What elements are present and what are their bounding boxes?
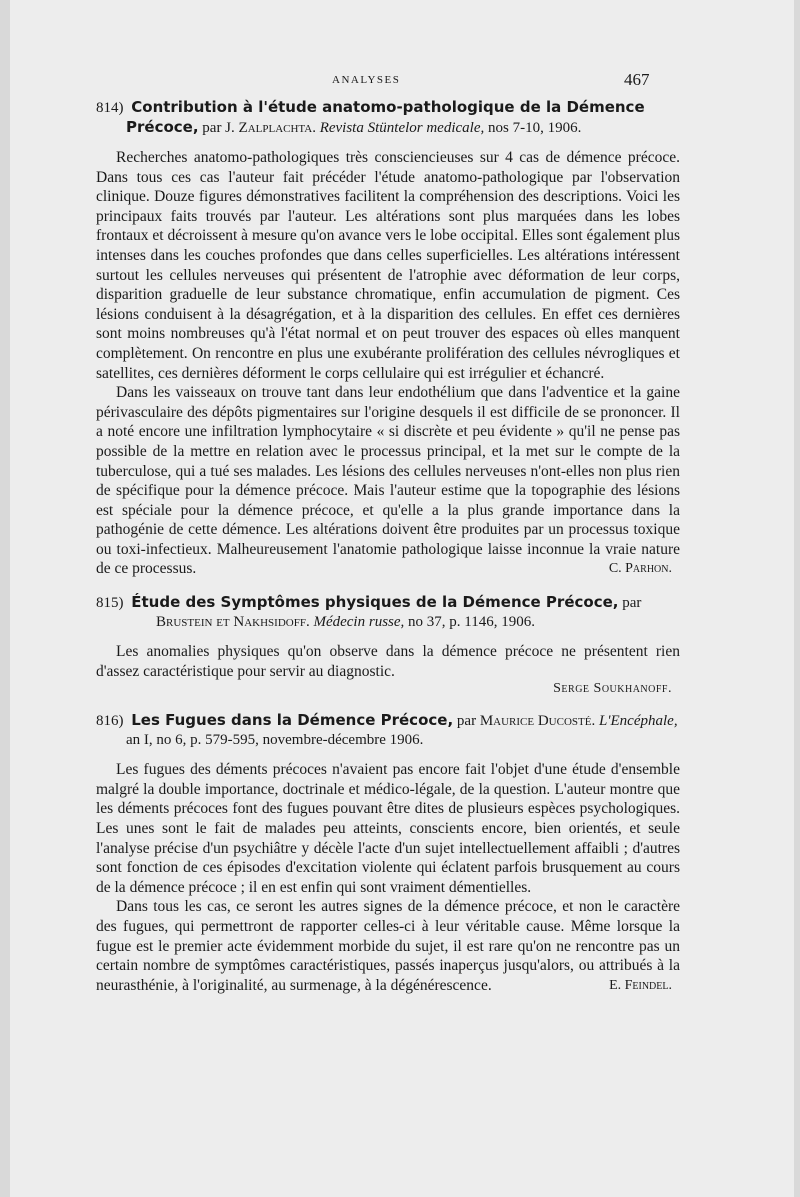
article-reference: nos 7-10, 1906. — [484, 120, 582, 136]
signature: E. Feindel. — [609, 977, 672, 993]
paragraph: Les fugues des déments précoces n'avaient pas encore fait l'objet d'une étude d'ensemble malgré la double importance, doctrinale et médico-légale, de la question. L'auteur montre que les déments précoces font des fugues pouvant être dites de plusieurs espèces psychologiques. Les unes sont le fait de malades peu atteints, conscients encore, bien orientés, et seule l'analyse précise d'un psychiâtre y décèle l'acte d'un sujet intellectuellement affaibli ; d'autres sont fonction de ces épisodes d'excitation violente qui éclatent parfois brusquement au cours de la démence précoce ; il en est enfin qui sont vraiment démentielles. — [96, 761, 680, 896]
article-title: Contribution à l'étude anatomo-pathologique de la Démence Précoce, — [126, 98, 645, 136]
article-title: Étude des Symptômes physiques de la Démence Précoce, — [131, 593, 619, 612]
article-number: 815) — [96, 595, 124, 612]
article-heading: 814) Contribution à l'étude anatomo-pathologique de la Démence Précoce, par J. Zalplachta. Revista Stüntelor medicale, nos 7-10, 1906. — [96, 98, 645, 136]
paragraph: Recherches anatomo-pathologiques très consciencieuses sur 4 cas de démence précoce. Dans tous ces cas l'auteur fait précéder l'étude anatomo-pathologique par l'observation clinique. Douze figures démonstratives facilitent la compréhension des descriptions. Voici les principaux faits trouvés par l'auteur. Les altérations sont plus marquées dans les lobes frontaux et décroissent à mesure qu'on avance vers le lobe occipital. Elles sont également plus intenses dans les couches profondes que dans celles superficielles. Les altérations intéressent surtout les cellules nerveuses qui présentent de l'atrophie avec déformation de leur corps, disparition graduelle de leur substance chromatique, enfin accumulation de pigment. Ces lésions conduisent à la désagrégation, et à la disparition des cellules. En effet ces dernières sont moins nombreuses qu'à l'état normal et on peut trouver des espaces où elles manquent complètement. On rencontre en plus une exubérante prolifération des cellules névrogliques et satellites, ces dernières déforment le corps cellulaire qui est irrégulier et échancré. — [96, 149, 680, 382]
article-journal: Revista Stüntelor medicale, — [319, 120, 485, 136]
signature: Serge Soukhanoff. — [553, 681, 672, 697]
article-title: Les Fugues dans la Démence Précoce, — [131, 711, 454, 730]
signature: C. Parhon. — [608, 561, 672, 577]
page-number: 467 — [624, 70, 650, 89]
article-byline: par — [618, 595, 642, 612]
article-byline: par J. — [202, 120, 239, 136]
article-number: 816) — [96, 713, 124, 730]
page — [10, 0, 794, 1197]
article-heading — [96, 593, 680, 632]
article-author: Maurice Ducosté. — [479, 713, 596, 730]
article-heading — [96, 711, 680, 750]
article-author: Brustein et Nakhsidoff. — [156, 614, 310, 631]
running-head: ANALYSES — [332, 74, 401, 86]
paragraph — [96, 383, 680, 579]
article-byline: par — [453, 713, 480, 730]
article-author: Zalplachta — [238, 120, 313, 136]
paragraph: Les anomalies physiques qu'on observe dans la démence précoce ne présentent rien d'assez caractéristique pour servir au diagnostic. — [96, 643, 680, 680]
paragraph-text: Dans les vaisseaux on trouve tant dans leur endothélium que dans l'adventice et la gaine périvasculaire des dépôts pigmentaires sur l'origine desquels il est difficile de se prononcer. Il a noté encore une infiltration lymphocytaire « si discrète et peu évidente » qu'il ne pense pas possible de la mettre en relation avec le processus principal, et la met sur le compte de la tuberculose, qui a tué ses malades. Les lésions des cellules nerveuses n'ont-elles non plus rien de spécifique pour la démence précoce. Mais l'auteur estime que la topographie des lésions est spéciale pour la démence précoce, et qu'elle a la plus grande importance dans la pathogénie de cette démence. Les altérations doivent être produites par un processus toxique ou toxi-infectieux. Malheureusement l'anatomie pathologique laisse inconnue la vraie nature de ce processus. — [96, 384, 680, 578]
page-header — [10, 70, 794, 94]
article-814 — [96, 98, 680, 579]
article-reference: an I, no 6, p. 579-595, novembre-décembre 1906. — [126, 732, 424, 749]
paragraph — [96, 897, 680, 995]
article-citation — [126, 613, 680, 632]
article-reference: no 37, p. 1146, 1906. — [404, 614, 535, 631]
article-815 — [96, 593, 680, 697]
paragraph-text: Dans tous les cas, ce seront les autres signes de la démence précoce, et non le caractère des fugues, qui permettront de rapporter celles-ci à leur véritable cause. Même lorsque la fugue est le premier acte évidemment morbide du sujet, il est rare qu'on ne rencontre pas un certain nombre de symptômes caractéristiques, passés inaperçus jusqu'alors, ou attribués à la neurasthénie, à l'originalité, au surmenage, à la dégénérescence. — [96, 898, 680, 994]
article-journal: L'Encéphale, — [595, 713, 678, 730]
article-journal: Médecin russe, — [309, 614, 405, 631]
page-content — [96, 98, 680, 1003]
article-816 — [96, 711, 680, 995]
article-number: 814) — [96, 100, 124, 116]
